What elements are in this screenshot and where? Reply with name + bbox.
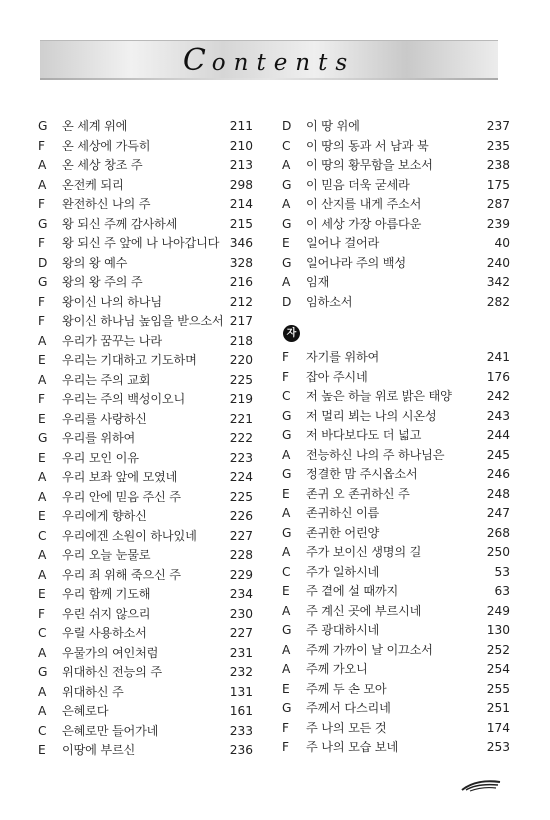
entry-key: G xyxy=(282,525,292,540)
entry-title: 이 땅 위에 xyxy=(306,119,360,133)
title-initial: C xyxy=(182,43,212,78)
entry-page-number: 224 xyxy=(229,470,253,484)
toc-entry xyxy=(38,156,253,176)
right-column xyxy=(282,117,510,758)
toc-entry xyxy=(38,449,253,469)
toc-entry xyxy=(282,680,510,700)
entry-key: F xyxy=(282,369,290,384)
toc-entry xyxy=(38,644,253,664)
footer-feather-icon xyxy=(460,778,502,792)
entry-key: A xyxy=(38,645,47,660)
entry-key: F xyxy=(38,314,46,328)
toc-entry xyxy=(282,465,510,485)
entry-key: A xyxy=(38,177,47,192)
banner-underline xyxy=(40,78,498,80)
entry-key: G xyxy=(282,255,292,270)
right-top-list xyxy=(282,117,510,312)
entry-key: C xyxy=(282,389,291,403)
entry-key: F xyxy=(38,392,46,406)
entry-key: A xyxy=(282,506,291,520)
entry-page-number: 231 xyxy=(229,645,253,660)
entry-page-number: 216 xyxy=(229,275,253,289)
entry-key: E xyxy=(38,587,46,601)
entry-title: 전능하신 나의 주 하나님은 xyxy=(306,447,445,462)
entry-page-number: 211 xyxy=(229,119,253,133)
entry-key: A xyxy=(38,684,47,699)
entry-key: A xyxy=(38,704,47,718)
entry-page-number: 287 xyxy=(486,197,510,211)
entry-page-number: 221 xyxy=(229,411,253,426)
toc-entry xyxy=(282,176,510,196)
entry-page-number: 236 xyxy=(229,743,253,757)
toc-entry xyxy=(282,293,510,313)
entry-key: A xyxy=(38,372,47,387)
entry-key: A xyxy=(282,158,291,172)
entry-key: D xyxy=(38,255,48,270)
entry-page-number: 210 xyxy=(229,138,253,153)
entry-page-number: 215 xyxy=(229,216,253,231)
entry-page-number: 161 xyxy=(229,704,253,718)
entry-key: A xyxy=(282,447,291,462)
entry-title: 우릴 사용하소서 xyxy=(62,626,147,640)
entry-key: E xyxy=(38,411,46,426)
entry-page-number: 227 xyxy=(229,528,253,543)
entry-page-number: 130 xyxy=(486,623,510,637)
toc-entry xyxy=(38,195,253,215)
entry-page-number: 225 xyxy=(229,372,253,387)
entry-page-number: 248 xyxy=(486,486,510,501)
entry-page-number: 175 xyxy=(486,177,510,192)
entry-page-number: 249 xyxy=(486,603,510,618)
entry-title: 왕이신 하나님 높임을 받으소서 xyxy=(62,314,224,328)
entry-key: E xyxy=(282,584,290,598)
entry-title: 우리에겐 소원이 하나있네 xyxy=(62,528,197,543)
toc-entry xyxy=(282,543,510,563)
toc-entry xyxy=(38,117,253,137)
toc-entry xyxy=(38,566,253,586)
entry-key: G xyxy=(38,216,48,231)
entry-title: 주가 일하시네 xyxy=(306,564,380,579)
toc-entry xyxy=(38,254,253,274)
page-title xyxy=(40,43,498,78)
entry-title: 온 세상 창조 주 xyxy=(62,158,143,172)
entry-page-number: 237 xyxy=(486,119,510,133)
entry-key: G xyxy=(282,408,292,423)
toc-entry xyxy=(38,137,253,157)
entry-key: C xyxy=(282,138,291,153)
entry-title: 자기를 위하여 xyxy=(306,350,380,364)
toc-entry xyxy=(282,719,510,739)
entry-title: 우리를 사랑하신 xyxy=(62,411,147,426)
entry-key: A xyxy=(38,489,47,504)
entry-title: 주 곁에 설 때까지 xyxy=(306,584,399,598)
toc-entry xyxy=(282,602,510,622)
toc-entry xyxy=(282,660,510,680)
entry-page-number: 220 xyxy=(229,353,253,367)
entry-page-number: 346 xyxy=(229,236,253,250)
entry-title: 은혜로다 xyxy=(62,704,109,718)
entry-page-number: 328 xyxy=(229,255,253,270)
entry-title: 왕 되신 주께 감사하세 xyxy=(62,216,178,231)
entry-key: C xyxy=(38,528,47,543)
toc-entry xyxy=(38,215,253,235)
entry-key: G xyxy=(282,623,292,637)
toc-entry xyxy=(282,563,510,583)
entry-title: 왕이신 나의 하나님 xyxy=(62,294,162,309)
entry-title: 이 세상 가장 아름다운 xyxy=(306,216,422,231)
entry-key: D xyxy=(282,119,292,133)
toc-entry xyxy=(282,273,510,293)
entry-key: A xyxy=(282,275,291,289)
entry-key: G xyxy=(38,119,48,133)
entry-page-number: 217 xyxy=(229,314,253,328)
entry-key: G xyxy=(282,428,292,442)
entry-title: 우물가의 여인처럼 xyxy=(62,645,159,660)
entry-page-number: 214 xyxy=(229,197,253,211)
entry-key: C xyxy=(38,626,47,640)
entry-title: 우리 모인 이유 xyxy=(62,450,139,465)
entry-title: 주 나의 모든 것 xyxy=(306,720,387,735)
entry-title: 이 땅의 동과 서 남과 북 xyxy=(306,138,429,153)
entry-page-number: 298 xyxy=(229,177,253,192)
entry-key: G xyxy=(38,665,48,679)
entry-page-number: 251 xyxy=(486,701,510,715)
toc-entry xyxy=(282,504,510,524)
entry-title: 존귀한 어린양 xyxy=(306,525,380,540)
entry-key: F xyxy=(282,350,290,364)
entry-page-number: 245 xyxy=(486,447,510,462)
entry-page-number: 228 xyxy=(229,548,253,562)
entry-key: A xyxy=(38,158,47,172)
entry-title: 온 세계 위에 xyxy=(62,119,128,133)
entry-title: 위대하신 전능의 주 xyxy=(62,665,162,679)
entry-key: G xyxy=(38,431,48,445)
entry-page-number: 254 xyxy=(486,662,510,676)
toc-entry xyxy=(282,137,510,157)
entry-title: 저 바다보다도 더 넓고 xyxy=(306,428,422,442)
entry-key: F xyxy=(282,720,290,735)
entry-title: 우리가 꿈꾸는 나라 xyxy=(62,333,162,348)
entry-page-number: 229 xyxy=(229,567,253,582)
entry-title: 왕의 왕 예수 xyxy=(62,255,128,270)
toc-entry xyxy=(282,215,510,235)
entry-page-number: 247 xyxy=(486,506,510,520)
entry-title: 존귀하신 이름 xyxy=(306,506,380,520)
entry-key: A xyxy=(282,642,291,657)
toc-entry xyxy=(38,527,253,547)
entry-page-number: 252 xyxy=(486,642,510,657)
entry-page-number: 282 xyxy=(486,294,510,309)
toc-entry xyxy=(38,624,253,644)
toc-entry xyxy=(38,488,253,508)
entry-page-number: 213 xyxy=(229,158,253,172)
entry-key: E xyxy=(38,450,46,465)
entry-title: 주께 가오니 xyxy=(306,662,368,676)
entry-title: 주 광대하시네 xyxy=(306,623,380,637)
entry-page-number: 227 xyxy=(229,626,253,640)
entry-key: F xyxy=(38,236,46,250)
entry-key: A xyxy=(282,603,291,618)
toc-entry xyxy=(38,351,253,371)
entry-key: E xyxy=(282,236,290,250)
entry-title: 이 믿음 더욱 굳세라 xyxy=(306,177,410,192)
toc-entry xyxy=(282,348,510,368)
entry-title: 일어나라 주의 백성 xyxy=(306,255,406,270)
entry-title: 우리 오늘 눈물로 xyxy=(62,548,151,562)
entry-key: G xyxy=(38,275,48,289)
entry-page-number: 63 xyxy=(494,584,510,598)
entry-title: 우리 보좌 앞에 모였네 xyxy=(62,470,178,484)
entry-key: F xyxy=(38,138,46,153)
toc-entry xyxy=(282,234,510,254)
toc-entry xyxy=(282,446,510,466)
entry-title: 이 산지를 내게 주소서 xyxy=(306,197,422,211)
toc-entry xyxy=(38,390,253,410)
toc-entry xyxy=(38,507,253,527)
entry-title: 존귀 오 존귀하신 주 xyxy=(306,486,410,501)
toc-entry xyxy=(38,605,253,625)
entry-title: 주 계신 곳에 부르시네 xyxy=(306,603,422,618)
entry-key: A xyxy=(282,662,291,676)
entry-key: F xyxy=(282,740,290,754)
entry-key: D xyxy=(282,294,292,309)
entry-key: G xyxy=(282,701,292,715)
entry-title: 이땅에 부르신 xyxy=(62,743,136,757)
entry-title: 잡아 주시네 xyxy=(306,369,368,384)
contents-banner xyxy=(40,40,498,79)
entry-page-number: 255 xyxy=(486,681,510,696)
toc-entry xyxy=(282,195,510,215)
entry-page-number: 223 xyxy=(229,450,253,465)
entry-page-number: 174 xyxy=(486,720,510,735)
section-gap xyxy=(282,312,497,324)
toc-entry xyxy=(38,741,253,761)
entry-key: A xyxy=(38,548,47,562)
entry-title: 주 나의 모습 보네 xyxy=(306,740,399,754)
entry-key: G xyxy=(282,467,292,481)
entry-page-number: 243 xyxy=(486,408,510,423)
toc-entry xyxy=(282,485,510,505)
entry-title: 주께 두 손 모아 xyxy=(306,681,387,696)
entry-page-number: 268 xyxy=(486,525,510,540)
entry-key: F xyxy=(38,197,46,211)
entry-title: 주께서 다스리네 xyxy=(306,701,391,715)
entry-page-number: 222 xyxy=(229,431,253,445)
toc-entry xyxy=(282,641,510,661)
toc-entry xyxy=(282,621,510,641)
entry-title: 우리에게 향하신 xyxy=(62,509,147,523)
toc-entry xyxy=(38,429,253,449)
entry-title: 임하소서 xyxy=(306,294,353,309)
entry-title: 저 높은 하늘 위로 밝은 태양 xyxy=(306,389,452,403)
entry-page-number: 225 xyxy=(229,489,253,504)
entry-page-number: 53 xyxy=(494,564,510,579)
toc-entry xyxy=(38,702,253,722)
entry-title: 은혜로만 들어가네 xyxy=(62,723,159,738)
entry-title: 온 세상에 가득히 xyxy=(62,138,151,153)
toc-entry xyxy=(282,407,510,427)
entry-title: 우리는 주의 백성이오니 xyxy=(62,392,186,406)
entry-page-number: 342 xyxy=(486,275,510,289)
entry-title: 우린 쉬지 않으리 xyxy=(62,606,151,621)
toc-entry xyxy=(38,371,253,391)
right-bottom-list xyxy=(282,348,510,758)
entry-page-number: 233 xyxy=(229,723,253,738)
entry-title: 왕 되신 주 앞에 나 나아갑니다 xyxy=(62,236,220,250)
entry-title: 우리 함께 기도해 xyxy=(62,587,151,601)
entry-title: 우리는 기대하고 기도하며 xyxy=(62,353,197,367)
entry-key: C xyxy=(282,564,291,579)
entry-page-number: 230 xyxy=(229,606,253,621)
left-column xyxy=(38,117,253,761)
entry-key: A xyxy=(38,333,47,348)
toc-entry xyxy=(282,699,510,719)
toc-entry xyxy=(38,234,253,254)
toc-entry xyxy=(38,176,253,196)
toc-entry xyxy=(282,426,510,446)
toc-entry xyxy=(282,156,510,176)
toc-entry xyxy=(38,410,253,430)
entry-key: G xyxy=(282,216,292,231)
entry-title: 주께 가까이 날 이끄소서 xyxy=(306,642,433,657)
toc-entry xyxy=(282,117,510,137)
toc-entry xyxy=(38,273,253,293)
section-badge-ja: 자 xyxy=(283,325,300,342)
toc-entry xyxy=(282,582,510,602)
entry-title: 우리를 위하여 xyxy=(62,431,136,445)
title-rest: ontents xyxy=(211,50,356,76)
entry-title: 주가 보이신 생명의 길 xyxy=(306,545,422,559)
toc-entry xyxy=(38,585,253,605)
entry-page-number: 250 xyxy=(486,545,510,559)
entry-page-number: 131 xyxy=(229,684,253,699)
entry-page-number: 253 xyxy=(486,740,510,754)
entry-title: 우리 안에 믿음 주신 주 xyxy=(62,489,181,504)
toc-entry xyxy=(38,332,253,352)
toc-entry xyxy=(282,387,510,407)
entry-page-number: 219 xyxy=(229,392,253,406)
toc-entry xyxy=(38,468,253,488)
entry-key: G xyxy=(282,177,292,192)
entry-page-number: 239 xyxy=(486,216,510,231)
entry-key: E xyxy=(38,509,46,523)
entry-title: 우리는 주의 교회 xyxy=(62,372,151,387)
entry-key: A xyxy=(282,545,291,559)
entry-page-number: 240 xyxy=(486,255,510,270)
entry-page-number: 218 xyxy=(229,333,253,348)
entry-key: A xyxy=(38,567,47,582)
entry-page-number: 234 xyxy=(229,587,253,601)
toc-entry xyxy=(282,254,510,274)
entry-title: 저 멀리 뵈는 나의 시온성 xyxy=(306,408,437,423)
toc-entry xyxy=(38,683,253,703)
entry-title: 우리 죄 위해 죽으신 주 xyxy=(62,567,181,582)
entry-title: 완전하신 나의 주 xyxy=(62,197,151,211)
toc-entry xyxy=(38,546,253,566)
entry-key: A xyxy=(38,470,47,484)
section-header xyxy=(282,324,497,348)
toc-entry xyxy=(38,722,253,742)
toc-entry xyxy=(282,524,510,544)
entry-page-number: 244 xyxy=(486,428,510,442)
entry-title: 일어나 걸어라 xyxy=(306,236,380,250)
toc-entry xyxy=(282,738,510,758)
entry-page-number: 232 xyxy=(229,665,253,679)
toc-entry xyxy=(38,312,253,332)
entry-title: 정결한 맘 주시옵소서 xyxy=(306,467,418,481)
entry-page-number: 241 xyxy=(486,350,510,364)
entry-title: 왕의 왕 주의 주 xyxy=(62,275,143,289)
entry-page-number: 40 xyxy=(494,236,510,250)
toc-entry xyxy=(38,293,253,313)
entry-key: E xyxy=(282,486,290,501)
entry-key: F xyxy=(38,606,46,621)
toc-entry xyxy=(38,663,253,683)
entry-title: 이 땅의 황무함을 보소서 xyxy=(306,158,433,172)
entry-title: 임재 xyxy=(306,275,330,289)
entry-page-number: 176 xyxy=(486,369,510,384)
entry-page-number: 242 xyxy=(486,389,510,403)
entry-key: E xyxy=(38,353,46,367)
entry-page-number: 226 xyxy=(229,509,253,523)
entry-page-number: 238 xyxy=(486,158,510,172)
entry-page-number: 212 xyxy=(229,294,253,309)
entry-key: A xyxy=(282,197,291,211)
entry-page-number: 246 xyxy=(486,467,510,481)
entry-key: E xyxy=(282,681,290,696)
entry-key: E xyxy=(38,743,46,757)
entry-page-number: 235 xyxy=(486,138,510,153)
entry-title: 위대하신 주 xyxy=(62,684,124,699)
entry-title: 온전케 되리 xyxy=(62,177,124,192)
entry-key: C xyxy=(38,723,47,738)
entry-key: F xyxy=(38,294,46,309)
toc-entry xyxy=(282,368,510,388)
